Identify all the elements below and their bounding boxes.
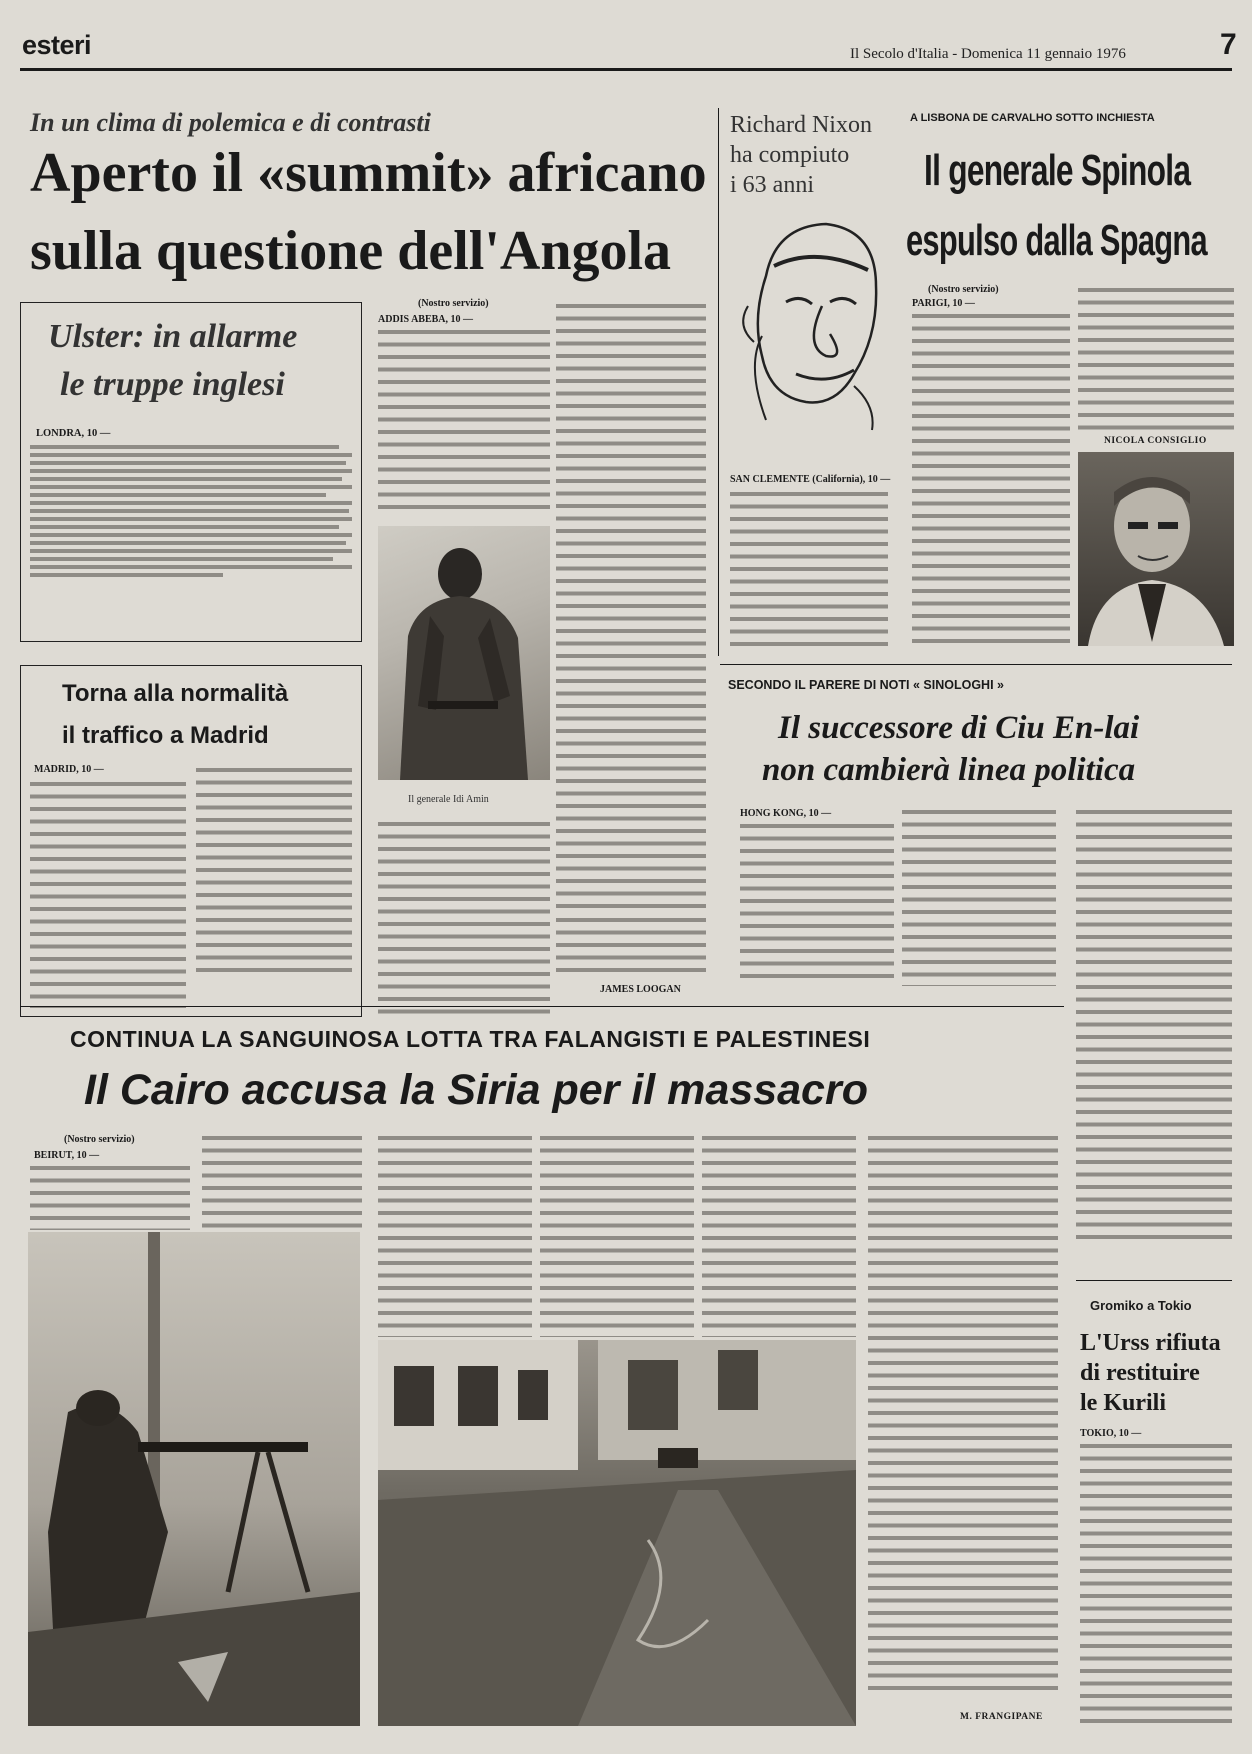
nixon-body	[730, 488, 888, 650]
ulster-dateline: LONDRA, 10 —	[36, 428, 111, 439]
cairo-body-col1	[30, 1162, 190, 1230]
cairo-body-col5	[702, 1132, 856, 1337]
madrid-body-col2	[196, 764, 352, 974]
angola-signature: JAMES LOOGAN	[600, 984, 681, 995]
spinola-byline: (Nostro servizio)	[928, 284, 999, 295]
angola-byline: (Nostro servizio)	[418, 298, 489, 309]
ulster-headline-1: Ulster: in allarme	[48, 318, 298, 355]
ulster-body	[30, 441, 352, 631]
header-rule	[20, 68, 1232, 71]
nixon-caricature-drawing	[726, 206, 894, 432]
ciu-headline-2: non cambierà linea politica	[762, 752, 1136, 788]
spinola-photo	[1078, 452, 1234, 646]
cairo-byline: (Nostro servizio)	[64, 1134, 135, 1145]
gunner-photo	[28, 1232, 360, 1726]
madrid-headline-1: Torna alla normalità	[62, 680, 289, 707]
angola-body-col1	[378, 326, 550, 516]
cairo-signature: M. FRANGIPANE	[960, 1712, 1043, 1722]
kurili-headline-2: di restituire	[1080, 1360, 1200, 1386]
idi-amin-figure	[378, 526, 550, 780]
madrid-headline-2: il traffico a Madrid	[62, 722, 269, 749]
spinola-dateline: PARIGI, 10 —	[912, 298, 975, 309]
cairo-body-col6	[868, 1132, 1058, 1692]
masthead-date: Il Secolo d'Italia - Domenica 11 gennaio 1976	[850, 46, 1126, 62]
kurili-headline-3: le Kurili	[1080, 1390, 1166, 1416]
ciu-headline-1: Il successore di Ciu En-lai	[778, 710, 1140, 746]
kurili-top-rule	[1076, 1280, 1232, 1281]
section-label: esteri	[22, 30, 92, 60]
ciu-body-col2	[902, 806, 1056, 986]
kurili-dateline: TOKIO, 10 —	[1080, 1428, 1142, 1439]
street-photo	[378, 1340, 856, 1726]
cairo-body-col4	[540, 1132, 694, 1337]
ciu-top-rule	[720, 664, 1232, 665]
angola-body-col2b	[556, 914, 706, 976]
angola-body-col2	[556, 300, 706, 908]
gunner-scene	[28, 1232, 360, 1726]
angola-dateline: ADDIS ABEBA, 10 —	[378, 314, 474, 325]
angola-body-col1b	[378, 818, 550, 1016]
angola-kicker: In un clima di polemica e di contrasti	[30, 108, 431, 137]
ulster-headline-2: le truppe inglesi	[60, 366, 285, 403]
kurili-kicker: Gromiko a Tokio	[1090, 1298, 1192, 1313]
spinola-headline-2: espulso dalla Spagna	[906, 216, 1207, 265]
madrid-dateline: MADRID, 10 —	[34, 764, 104, 775]
ciu-kicker: SECONDO IL PARERE DI NOTI « SINOLOGHI »	[728, 678, 1004, 692]
kurili-headline-1: L'Urss rifiuta	[1080, 1330, 1221, 1356]
madrid-body-col1	[30, 778, 186, 1008]
cairo-headline: Il Cairo accusa la Siria per il massacro	[84, 1066, 868, 1114]
ciu-dateline: HONG KONG, 10 —	[740, 808, 832, 819]
nixon-headline-2: ha compiuto	[730, 142, 850, 168]
angola-headline-2: sulla questione dell'Angola	[30, 220, 672, 282]
cairo-body-col3	[378, 1132, 532, 1337]
spinola-body-col1	[912, 310, 1070, 650]
spinola-kicker: A LISBONA DE CARVALHO SOTTO INCHIESTA	[910, 112, 1155, 124]
kurili-body	[1080, 1440, 1232, 1726]
idi-amin-caption: Il generale Idi Amin	[408, 794, 489, 805]
cairo-dateline: BEIRUT, 10 —	[34, 1150, 100, 1161]
nixon-caricature	[726, 206, 894, 432]
spinola-signature: NICOLA CONSIGLIO	[1104, 436, 1207, 446]
idi-amin-photo	[378, 526, 550, 780]
spinola-headline-1: Il generale Spinola	[924, 146, 1191, 195]
spinola-portrait	[1078, 452, 1234, 646]
spinola-body-col2	[1078, 284, 1234, 430]
nixon-headline-1: Richard Nixon	[730, 112, 872, 138]
cairo-top-rule	[20, 1006, 1064, 1007]
angola-headline-1: Aperto il «summit» africano	[30, 142, 707, 204]
ciu-body-col1	[740, 820, 894, 986]
page-number: 7	[1220, 28, 1237, 61]
nixon-dateline: SAN CLEMENTE (California), 10 —	[730, 474, 891, 485]
ciu-body-col3	[1076, 806, 1232, 1246]
cairo-kicker: CONTINUA LA SANGUINOSA LOTTA TRA FALANGISTI E PALESTINESI	[70, 1026, 871, 1052]
cairo-body-col2	[202, 1132, 362, 1230]
nixon-headline-3: i 63 anni	[730, 172, 814, 198]
street-scene	[378, 1340, 856, 1726]
column-divider	[718, 108, 719, 656]
